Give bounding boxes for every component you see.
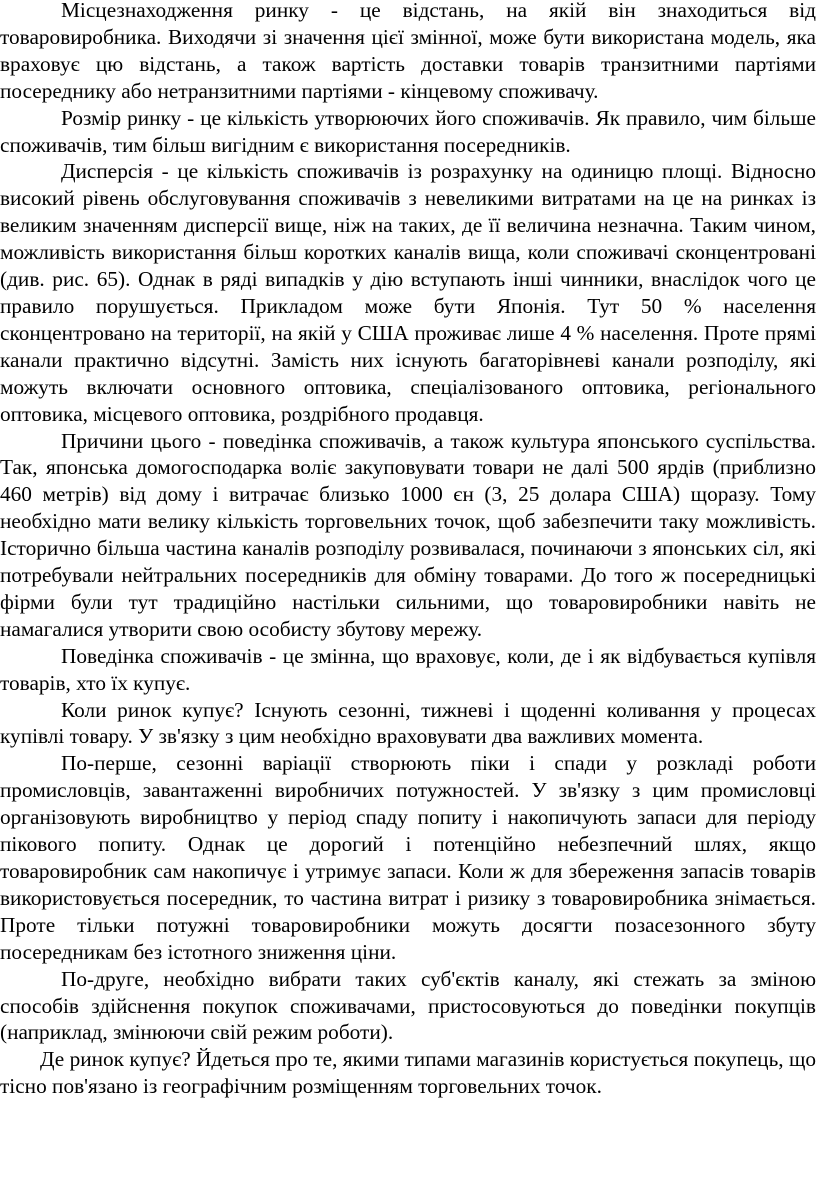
paragraph-where-market-buys: Де ринок купує? Йдеться про те, якими типами магазинів користується покупець, що тісно пов'язано із географічним розміщенням торговельних точок.: [0, 1047, 816, 1099]
paragraph-market-size: Розмір ринку - це кількість утворюючих його споживачів. Як правило, чим більше споживачів, тим більш вигідним є використання посередників.: [0, 105, 816, 157]
paragraph-market-location: Місцезнаходження ринку - це відстань, на якій він знаходиться від товаровиробника. Виходячи зі значення цієї змінної, може бути використана модель, яка враховує цю відстань, а також вартість доставки товарів транзитними партіями посереднику або нетранзитними партіями - кінцевому споживачу.: [0, 0, 816, 103]
paragraph-when-market-buys: Коли ринок купує? Існують сезонні, тижневі і щоденні коливання у процесах купівлі товару. У зв'язку з цим необхідно враховувати два важливих момента.: [0, 697, 816, 749]
paragraph-dispersion: Дисперсія - це кількість споживачів із розрахунку на одиницю площі. Відносно високий рівень обслуговування споживачів з невеликими витратами на це на ринках із великим значенням дисперсії вище, ніж на таких, де її величина незначна. Таким чином, можливість використання більш коротких каналів вища, коли споживачі сконцентровані (див. рис. 65). Однак в ряді випадків у дію вступають інші чинники, внаслідок чого це правило порушується. Прикладом може бути Японія. Тут 50 % населення сконцентровано на території, на якій у США проживає лише 4 % населення. Проте прямі канали практично відсутні. Замість них існують багаторівневі канали розподілу, які можуть включати основного оптовика, спеціалізованого оптовика, регіонального оптовика, місцевого оптовика, роздрібного продавця.: [0, 159, 816, 426]
paragraph-consumer-behavior: Поведінка споживачів - це змінна, що враховує, коли, де і як відбувається купівля товарів, хто їх купує.: [0, 643, 816, 695]
paragraph-reasons: Причини цього - поведінка споживачів, а також культура японського суспільства. Так, японська домогосподарка воліє закуповувати товари не далі 500 ярдів (приблизно 460 метрів) від дому і витрачає близько 1000 єн (3, 25 долара США) щоразу. Тому необхідно мати велику кількість торговельних точок, щоб забезпечити таку можливість. Історично більша частина каналів розподілу розвивалася, починаючи з японських сіл, які потребували нейтральних посередників для обміну товарами. До того ж посередницькі фірми були тут традиційно настільки сильними, що товаровиробники навіть не намагалися утворити свою особисту збутову мережу.: [0, 428, 816, 641]
paragraph-first-point: По-перше, сезонні варіації створюють піки і спади у розкладі роботи промисловців, завантаженні виробничих потужностей. У зв'язку з цим промисловці організовують виробництво у період спаду попиту і накопичують запаси для періоду пікового попиту. Однак це дорогий і потенційно небезпечний шлях, якщо товаровиробник сам накопичує і утримує запаси. Коли ж для збереження запасів товарів використовується посередник, то частина витрат і ризику з товаровиробника знімається. Проте тільки потужні товаровиробники можуть досягти позасезонного збуту посередникам без істотного зниження ціни.: [0, 751, 816, 964]
paragraph-second-point: По-друге, необхідно вибрати таких суб'єктів каналу, які стежать за зміною способів здійснення покупок споживачами, пристосовуються до поведінки покупців (наприклад, змінюючи свій режим роботи).: [0, 966, 816, 1045]
